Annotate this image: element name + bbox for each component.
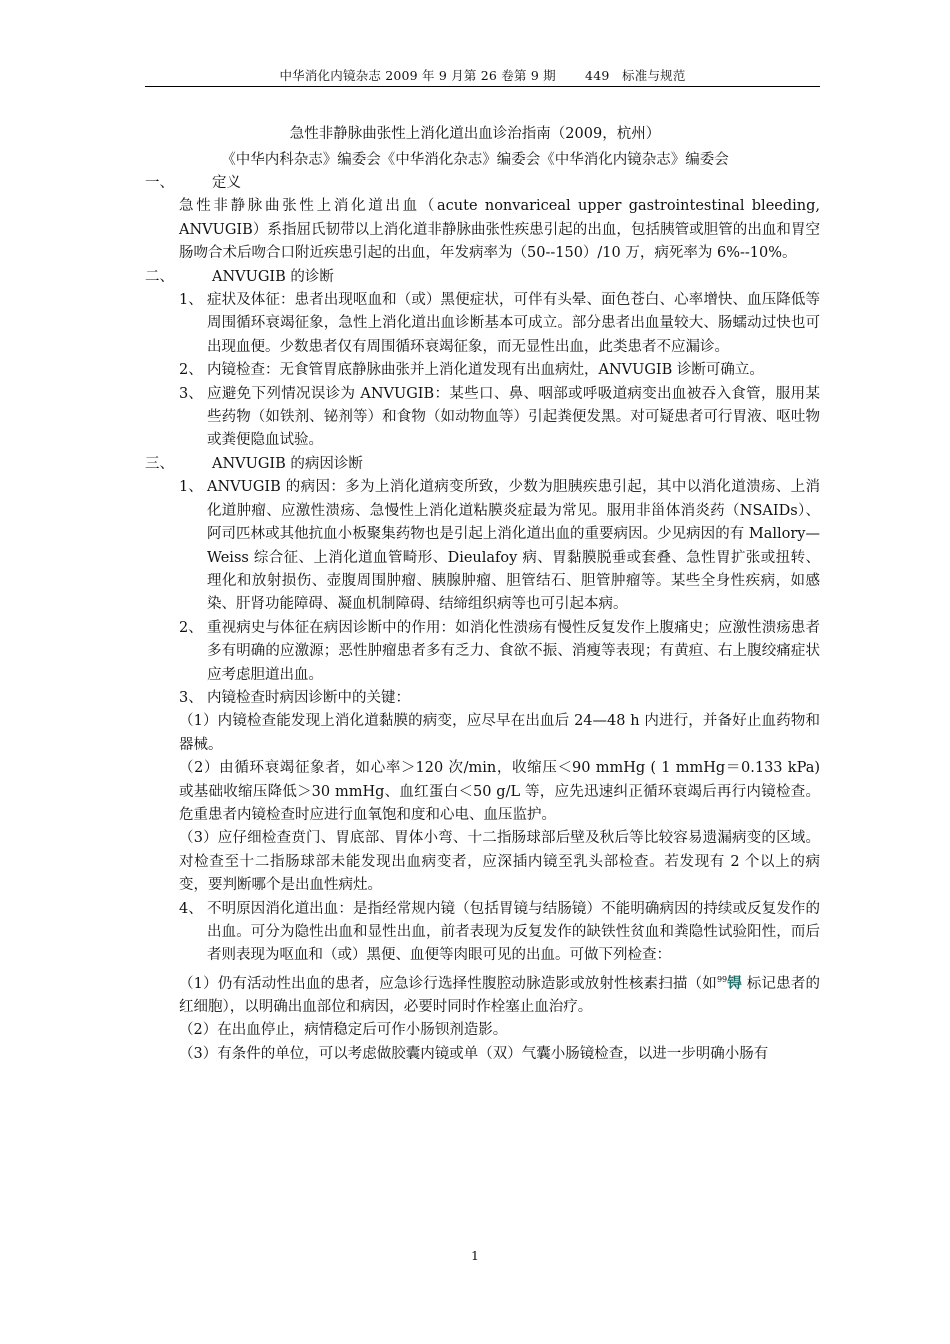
list-item: [145, 359, 820, 382]
page-number: 1: [471, 1248, 479, 1263]
item-number: 2、: [179, 362, 203, 379]
sub-item: （3）有条件的单位，可以考虑做胶囊内镜或单（双）气囊小肠镜检查，以进一步明确小肠有: [179, 1045, 769, 1062]
paragraph: 急性非静脉曲张性上消化道出血（acute nonvariceal upper gastrointestinal bleeding, ANVUGIB）系指屈氏韧带以上消化道非静脉曲张性疾患引起的出血，包括胰管或胆管的出血和胃空肠吻合术后吻合口附近疾患引起的出血，年发病率为（50--150）/10 万，病死率为 6%--10%。: [179, 198, 820, 262]
section-number: 二、: [145, 268, 174, 285]
item-number: 3、: [179, 385, 203, 402]
section-title: ANVUGIB 的诊断: [212, 268, 334, 285]
list-item: [145, 476, 820, 616]
item-number: 4、: [179, 900, 203, 917]
page-title: 急性非静脉曲张性上消化道出血诊治指南（2009，杭州）: [289, 126, 661, 142]
item-text: 重视病史与体征在病因诊断中的作用：如消化性溃疡有慢性反复发作上腹痛史；应激性溃疡患者多有明确的应激源；恶性肿瘤患者多有乏力、食欲不振、消瘦等表现；有黄疸、右上腹绞痛症状应考虑胆道出血。: [207, 619, 820, 683]
item-text: 不明原因消化道出血：是指经常规内镜（包括胃镜与结肠镜）不能明确病因的持续或反复发作的出血。可分为隐性出血和显性出血，前者表现为反复发作的缺铁性贫血和粪隐性试验阳性，而后者则表现为呕血和（或）黑便、血便等肉眼可见的出血。可做下列检查：: [207, 900, 820, 964]
page-subtitle: 《中华内科杂志》编委会《中华消化杂志》编委会《中华消化内镜杂志》编委会: [221, 152, 729, 168]
list-item: [145, 289, 820, 359]
header-text: 中华消化内镜杂志 2009 年 9 月第 26 卷第 9 期 449 标准与规范: [279, 68, 686, 83]
section-title: 定义: [212, 175, 241, 191]
journal-header: [145, 66, 820, 87]
sub-item: （2）由循环衰竭征象者，如心率＞120 次/min，收缩压＜90 mmHg ( 1 mmHg＝0.133 kPa) 或基础收缩压降低＞30 mmHg、血红蛋白＜50 g/L 等，应先迅速纠正循环衰竭后再行内镜检查。危重患者内镜检查时应进行血氧饱和度和心电、血压监护。: [179, 760, 820, 823]
item-text: 症状及体征：患者出现呕血和（或）黑便症状，可伴有头晕、面色苍白、心率增快、血压降低等周围循环衰竭征象，急性上消化道出血诊断基本可成立。部分患者出血量较大、肠蠕动过快也可出现血便。少数患者仅有周围循环衰竭征象，而无显性出血，此类患者不应漏诊。: [207, 292, 820, 355]
list-item: [145, 898, 820, 968]
sub-item-text: 标记患者的红细胞），以明确出血部位和病因，必要时同时作栓塞止血治疗。: [179, 975, 821, 1016]
sub-item-text: （1）仍有活动性出血的患者，应急诊行选择性腹腔动脉造影或放射性核素扫描（如: [179, 975, 717, 992]
item-number: 3、: [179, 689, 203, 706]
item-number: 1、: [179, 292, 203, 309]
document-body: [145, 172, 820, 1066]
section-number: 一、: [145, 175, 174, 191]
section-number: 三、: [145, 455, 174, 472]
item-text: 应避免下列情况误诊为 ANVUGIB：某些口、鼻、咽部或呼吸道病变出血被吞入食管，服用某些药物（如铁剂、铋剂等）和食物（如动物血等）引起粪便发黑。对可疑患者可行胃液、呕吐物或粪便隐血试验。: [207, 385, 820, 449]
sub-item: （3）应仔细检查贲门、胃底部、胃体小弯、十二指肠球部后壁及秋后等比较容易遗漏病变的区域。对检查至十二指肠球部未能发现出血病变者，应深插内镜至乳头部检查。若发现有 2 个以上的病变，要判断哪个是出血性病灶。: [179, 830, 820, 894]
sub-item: （2）在出血停止，病情稳定后可作小肠钡剂造影。: [179, 1022, 508, 1039]
list-item: [145, 687, 820, 710]
item-number: 2、: [179, 619, 203, 636]
section-heading: [145, 172, 820, 195]
list-item: [145, 617, 820, 687]
section-heading: [145, 453, 820, 476]
isotope-term: 锝: [727, 974, 742, 992]
section-heading: [145, 266, 820, 289]
section-title: ANVUGIB 的病因诊断: [212, 455, 363, 472]
item-text: ANVUGIB 的病因：多为上消化道病变所致，少数为胆胰疾患引起，其中以消化道溃疡、上消化道肿瘤、应激性溃疡、急慢性上消化道粘膜炎症最为常见。服用非甾体消炎药（NSAIDs）、阿司匹林或其他抗血小板聚集药物也是引起上消化道出血的重要病因。少见病因的有 Mallory—Weiss 综合征、上消化道血管畸形、Dieulafoy 病、胃黏膜脱垂或套叠、急性胃扩张或扭转、理化和放射损伤、壶腹周围肿瘤、胰腺肿瘤、胆管结石、胆管肿瘤等。某些全身性疾病，如感染、肝肾功能障碍、凝血机制障碍、结缔组织病等也可引起本病。: [207, 479, 820, 613]
item-text: 内镜检查：无食管胃底静脉曲张并上消化道发现有出血病灶，ANVUGIB 诊断可确立。: [207, 362, 764, 379]
item-number: 1、: [179, 479, 203, 496]
item-text: 内镜检查时病因诊断中的关键：: [207, 689, 410, 706]
sub-item: （1）内镜检查能发现上消化道黏膜的病变，应尽早在出血后 24—48 h 内进行，并备好止血药物和器械。: [179, 713, 820, 753]
list-item: [145, 383, 820, 453]
sub-item: [145, 968, 820, 1020]
isotope-superscript: 99: [716, 974, 728, 984]
